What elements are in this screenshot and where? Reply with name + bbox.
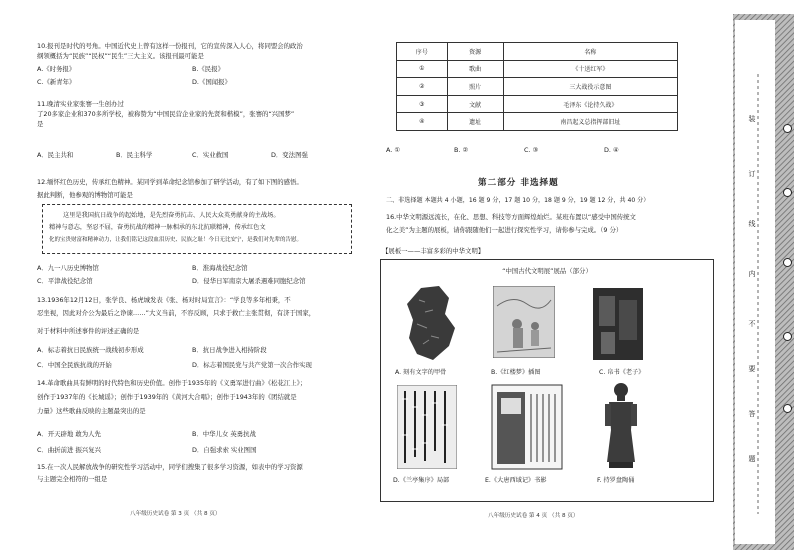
quote-box: [42, 204, 352, 254]
q14-option-b: B．中华儿女 英勇抗战: [192, 430, 256, 438]
q15-option-d: D. ④: [604, 146, 619, 154]
caption-c: C. 帛书《老子》: [599, 369, 645, 376]
q13-option-a: A．标志着抗日民族统一战线初步形成: [37, 346, 144, 354]
table-header-cell: 资源: [447, 43, 503, 61]
section-title: 第二部分 非选择题: [478, 178, 559, 188]
exhibit-panel: [380, 259, 714, 502]
q11-option-c: C．实业救国: [192, 151, 229, 159]
oracle-bone-image: [403, 284, 457, 362]
binding-char: 线: [748, 220, 756, 228]
q11-option-d: D．变法图强: [271, 151, 308, 159]
table-header-cell: 名称: [503, 43, 677, 61]
binding-char: 要: [748, 365, 756, 373]
exhibit-title: “中国古代文明展”展品（部分）: [502, 267, 592, 275]
q14-line2: 创作于1937年的《长城谣》；创作于1939年的《黄河大合唱》；创作于1943年的《团结就是: [37, 393, 297, 401]
q13-option-c: C．中国全民族抗战的开始: [37, 361, 112, 369]
binding-hole: [783, 404, 792, 413]
q15-option-b: B. ②: [454, 146, 469, 154]
table-header-row: [397, 43, 678, 61]
q14-line3: 力量》这些歌曲反映的主题最突出的是: [37, 407, 146, 415]
q14-line1: 14.革命歌曲具有鲜明的时代特色和历史价值。创作于1935年的《义勇军进行曲》《松花江上》；: [37, 379, 307, 387]
q10-option-a: A.《时务报》: [37, 65, 76, 73]
q13-option-d: D．标志着国民党与共产党第一次合作实现: [192, 361, 312, 369]
q15-line2: 与主题完全相符的一组是: [37, 475, 108, 483]
book-image: [491, 384, 563, 470]
left-page-footer: 八年级历史试卷 第 3 页 （共 8 页）: [130, 511, 221, 517]
q14-option-c: C．曲折前进 振兴复兴: [37, 446, 102, 454]
left-page: [0, 0, 372, 550]
q11-line1: 11.晚清实业家张謇一生创办过: [37, 100, 124, 108]
section-intro: 二、非选择题 本题共 4 小题，16 题 9 分，17 题 10 分，18 题 9 分，19 题 12 分，共 40 分）: [386, 197, 650, 204]
q16-line1: 16.中华文明源远流长，在化、思想、科技等方面辉煌灿烂。某班布置以“感受中国传统文: [386, 213, 636, 221]
table-cell: ④: [397, 113, 448, 131]
table-row: [397, 95, 678, 113]
right-page: [378, 0, 720, 550]
q13-line2: 忍坐视，因此对介公为最后之诤谏……”大义当前，不容反顾，只求于救亡主张贯彻，有济于国家，: [37, 309, 316, 317]
q16-line2: 化之美”为主题的展板，请你跟随他们一起进行探究性学习，请你参与完成。（9 分）: [386, 226, 623, 234]
quote-line3: 化的宝贵财富和精神动力，让我们铭记这段血泪历史、民族之耻！今日无比安宁，是我们对先辈的告慰。: [49, 237, 303, 243]
q13-line3: 对于材料中所述事件的评述正确的是: [37, 327, 140, 335]
binding-hole: [783, 332, 792, 341]
caption-a: A. 刻有文字的甲骨: [395, 369, 447, 376]
q12-line2: 据此判断，他参观的博物馆可能是: [37, 191, 133, 199]
binding-char: 题: [748, 455, 756, 463]
binding-pattern: [733, 14, 794, 550]
table-cell: 三大战役示意图: [503, 78, 677, 96]
q15-line1: 15.在一次人民解放战争的研究性学习活动中，同学们搜集了很多学习资源，如表中的学习资源: [37, 463, 303, 471]
table-cell: 遗址: [447, 113, 503, 131]
table-cell: 照片: [447, 78, 503, 96]
q12-option-a: A．九一八历史博物馆: [37, 264, 99, 272]
table-row: [397, 113, 678, 131]
q10-option-d: D.《国闻报》: [192, 78, 231, 86]
q15-option-c: C. ③: [524, 146, 539, 154]
table-cell: 文献: [447, 95, 503, 113]
q10-line1: 10.报刊是时代的号角。中国近代史上曾有这样一份报刊，它的宣传深入人心，将同盟会的政治: [37, 42, 303, 50]
silk-manuscript-image: [591, 286, 645, 362]
q10-option-c: C.《新青年》: [37, 78, 76, 86]
caption-d: D.《兰亭集序》局部: [393, 477, 450, 484]
binding-hole: [783, 188, 792, 197]
q11-option-b: B．民主科学: [116, 151, 153, 159]
q10-line2: 纲领概括为“民族”“民权”“民生”三大主义。该报刊最可能是: [37, 52, 204, 60]
q15-option-a: A. ①: [386, 146, 401, 154]
panel-label: 【展板一——丰富多彩的中华文明】: [382, 247, 485, 255]
calligraphy-image: [397, 385, 457, 469]
table-cell: 南昌起义总指挥部旧址: [503, 113, 677, 131]
table-cell: ②: [397, 78, 448, 96]
q12-line1: 12.缅怀红色历史，传承红色精神。某同学到革命纪念馆参加了研学活动，有了如下图的感悟。: [37, 178, 303, 186]
table-cell: ①: [397, 60, 448, 78]
table-row: [397, 78, 678, 96]
binding-hole: [783, 258, 792, 267]
table-cell: 歌曲: [447, 60, 503, 78]
table-cell: 毛泽东《论持久战》: [503, 95, 677, 113]
quote-line1: 这里是我国抗日战争的起始地，是先烈奋勇抗击、人民大众英勇献身的主战场。: [63, 212, 280, 219]
q10-option-b: B.《民报》: [192, 65, 224, 73]
resource-table: [396, 42, 678, 131]
binding-char: 装: [748, 115, 756, 123]
quote-line2: 精神与意志，坚忍不屈，奋勇抗战的精神一脉相承的东北抗联精神，传承红色文: [49, 224, 266, 231]
table-row: [397, 60, 678, 78]
figurine-image: [601, 382, 641, 470]
caption-b: B.《红楼梦》插图: [491, 369, 541, 376]
caption-f: F. 持罗盘陶俑: [597, 477, 635, 484]
q11-line2: 了20多家企业和370多所学校，被称赞为“中国民营企业家的先贤和楷模”，张謇的“兴国梦”: [37, 110, 295, 118]
q12-option-c: C．平津战役纪念馆: [37, 277, 93, 285]
q12-option-b: B．淮海战役纪念馆: [192, 264, 248, 272]
table-header-cell: 序号: [397, 43, 448, 61]
q11-line3: 是: [37, 120, 44, 128]
binding-char: 答: [748, 410, 756, 418]
q13-line1: 13.1936年12月12日，张学良、杨虎城发表《张、杨对时局宣言》：“学良等多年相秉，不: [37, 296, 291, 304]
q14-option-d: D．自强求索 实业图国: [192, 446, 257, 454]
binding-char: 订: [748, 170, 756, 178]
table-cell: 《十送红军》: [503, 60, 677, 78]
table-cell: ③: [397, 95, 448, 113]
binding-hole: [783, 124, 792, 133]
binding-char: 不: [748, 320, 756, 328]
q14-option-a: A．开天辟地 敢为人先: [37, 430, 101, 438]
painting-illustration-image: [493, 286, 555, 358]
caption-e: E.《大唐西域记》书影: [485, 477, 547, 484]
q13-option-b: B．抗日战争进入相持阶段: [192, 346, 267, 354]
right-page-footer: 八年级历史试卷 第 4 页 （共 8 页）: [488, 513, 579, 519]
binding-char: 内: [748, 270, 756, 278]
q11-option-a: A．民主共和: [37, 151, 74, 159]
binding-margin: [733, 14, 794, 550]
q12-option-d: D．侵华日军南京大屠杀遇难同胞纪念馆: [192, 277, 306, 285]
